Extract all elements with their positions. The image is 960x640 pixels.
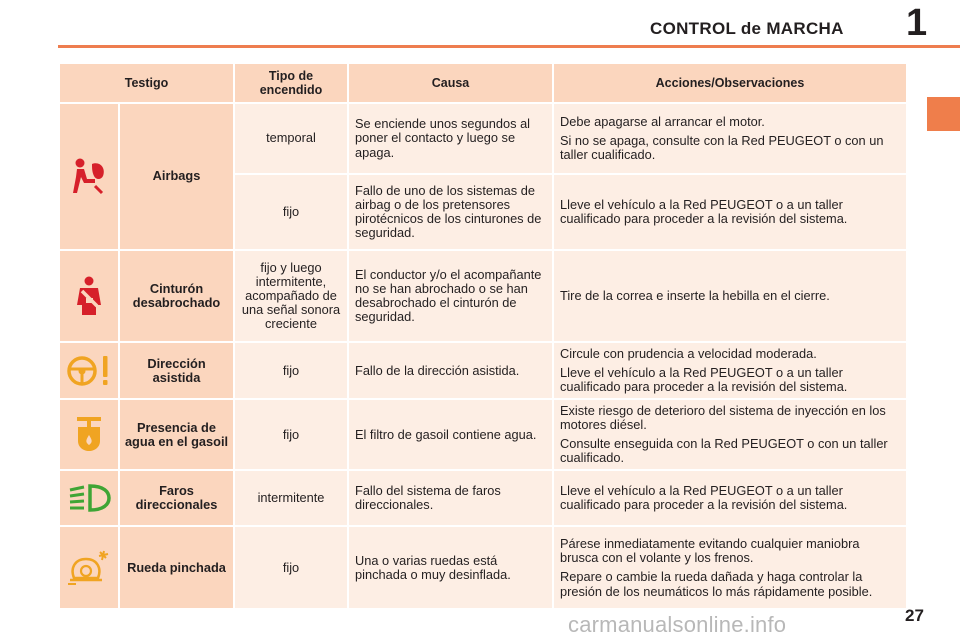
causa-cell: Fallo de uno de los sistemas de airbag o de los pretensores pirotécnicos de los cinturones de seguridad. bbox=[349, 175, 552, 249]
footer-watermark: carmanualsonline.info bbox=[568, 612, 787, 637]
acciones-cell bbox=[554, 251, 906, 341]
chapter-title: CONTROL de MARCHA bbox=[650, 19, 844, 38]
accion-text: Consulte enseguida con la Red PEUGEOT o con un taller cualificado. bbox=[560, 436, 888, 466]
causa-cell: Fallo de la dirección asistida. bbox=[349, 343, 552, 398]
table-row bbox=[60, 343, 906, 398]
airbag-icon bbox=[60, 104, 118, 249]
page-number: 27 bbox=[905, 606, 924, 625]
chapter-tab bbox=[927, 97, 960, 131]
accion-text: Tire de la correa e inserte la hebilla en el cierre. bbox=[560, 287, 830, 303]
lamp-name-rueda: Rueda pinchada bbox=[120, 527, 233, 608]
water-in-fuel-icon bbox=[60, 400, 118, 469]
steering-warning-icon bbox=[60, 343, 118, 398]
header-acciones: Acciones/Observaciones bbox=[554, 64, 906, 102]
lamp-name-faros: Faros direccionales bbox=[120, 471, 233, 525]
table-row bbox=[60, 104, 906, 173]
tipo-cell: fijo bbox=[235, 527, 347, 608]
acciones-cell bbox=[554, 527, 906, 608]
causa-cell: Una o varias ruedas está pinchada o muy desinflada. bbox=[349, 527, 552, 608]
causa-cell: El filtro de gasoil contiene agua. bbox=[349, 400, 552, 469]
header-causa: Causa bbox=[349, 64, 552, 102]
header-testigo: Testigo bbox=[60, 64, 233, 102]
causa-cell: Fallo del sistema de faros direccionales. bbox=[349, 471, 552, 525]
accion-text: Lleve el vehículo a la Red PEUGEOT o a un taller cualificado para proceder a la revisión del sistema. bbox=[560, 196, 848, 226]
tipo-cell: fijo bbox=[235, 400, 347, 469]
directional-headlamp-icon bbox=[60, 471, 118, 525]
causa-cell: Se enciende unos segundos al poner el contacto y luego se apaga. bbox=[349, 104, 552, 173]
tipo-cell: fijo bbox=[235, 175, 347, 249]
tipo-cell: fijo y luego intermitente, acompañado de una señal sonora creciente bbox=[235, 251, 347, 341]
accion-text: Existe riesgo de deterioro del sistema de inyección en los motores diésel. bbox=[560, 403, 886, 433]
table-row bbox=[60, 471, 906, 525]
tipo-cell: intermitente bbox=[235, 471, 347, 525]
accion-text: Debe apagarse al arrancar el motor. bbox=[560, 113, 765, 129]
acciones-cell bbox=[554, 175, 906, 249]
header-tipo: Tipo de encendido bbox=[235, 64, 347, 102]
acciones-cell bbox=[554, 400, 906, 469]
header-rule bbox=[58, 45, 960, 48]
accion-text: Párese inmediatamente evitando cualquier maniobra brusca con el volante y los frenos. bbox=[560, 536, 860, 566]
lamp-name-agua: Presencia de agua en el gasoil bbox=[120, 400, 233, 469]
flat-tyre-icon bbox=[60, 527, 118, 608]
warning-lamp-table bbox=[58, 62, 908, 610]
accion-text: Si no se apaga, consulte con la Red PEUGEOT o con un taller cualificado. bbox=[560, 132, 884, 163]
chapter-number: 1 bbox=[906, 2, 928, 44]
table-row bbox=[60, 527, 906, 608]
acciones-cell bbox=[554, 104, 906, 173]
tipo-cell: temporal bbox=[235, 104, 347, 173]
acciones-cell bbox=[554, 471, 906, 525]
table-header-row bbox=[60, 64, 906, 102]
lamp-name-cinturon: Cinturón desabrochado bbox=[120, 251, 233, 341]
tipo-cell: fijo bbox=[235, 343, 347, 398]
accion-text: Circule con prudencia a velocidad moderada. bbox=[560, 346, 817, 361]
table-row bbox=[60, 251, 906, 341]
acciones-cell bbox=[554, 343, 906, 398]
accion-text: Lleve el vehículo a la Red PEUGEOT o a un taller cualificado para proceder a la revisión del sistema. bbox=[560, 483, 848, 513]
table-row bbox=[60, 400, 906, 469]
seatbelt-icon bbox=[60, 251, 118, 341]
lamp-name-direccion: Dirección asistida bbox=[120, 343, 233, 398]
lamp-name-airbags: Airbags bbox=[120, 104, 233, 249]
accion-text: Lleve el vehículo a la Red PEUGEOT o a un taller cualificado para proceder a la revisión del sistema. bbox=[560, 365, 848, 395]
causa-cell: El conductor y/o el acompañante no se han abrochado o se han desabrochado el cinturón de seguridad. bbox=[349, 251, 552, 341]
accion-text: Repare o cambie la rueda dañada y haga controlar la presión de los neumáticos lo más rápidamente posible. bbox=[560, 569, 873, 599]
